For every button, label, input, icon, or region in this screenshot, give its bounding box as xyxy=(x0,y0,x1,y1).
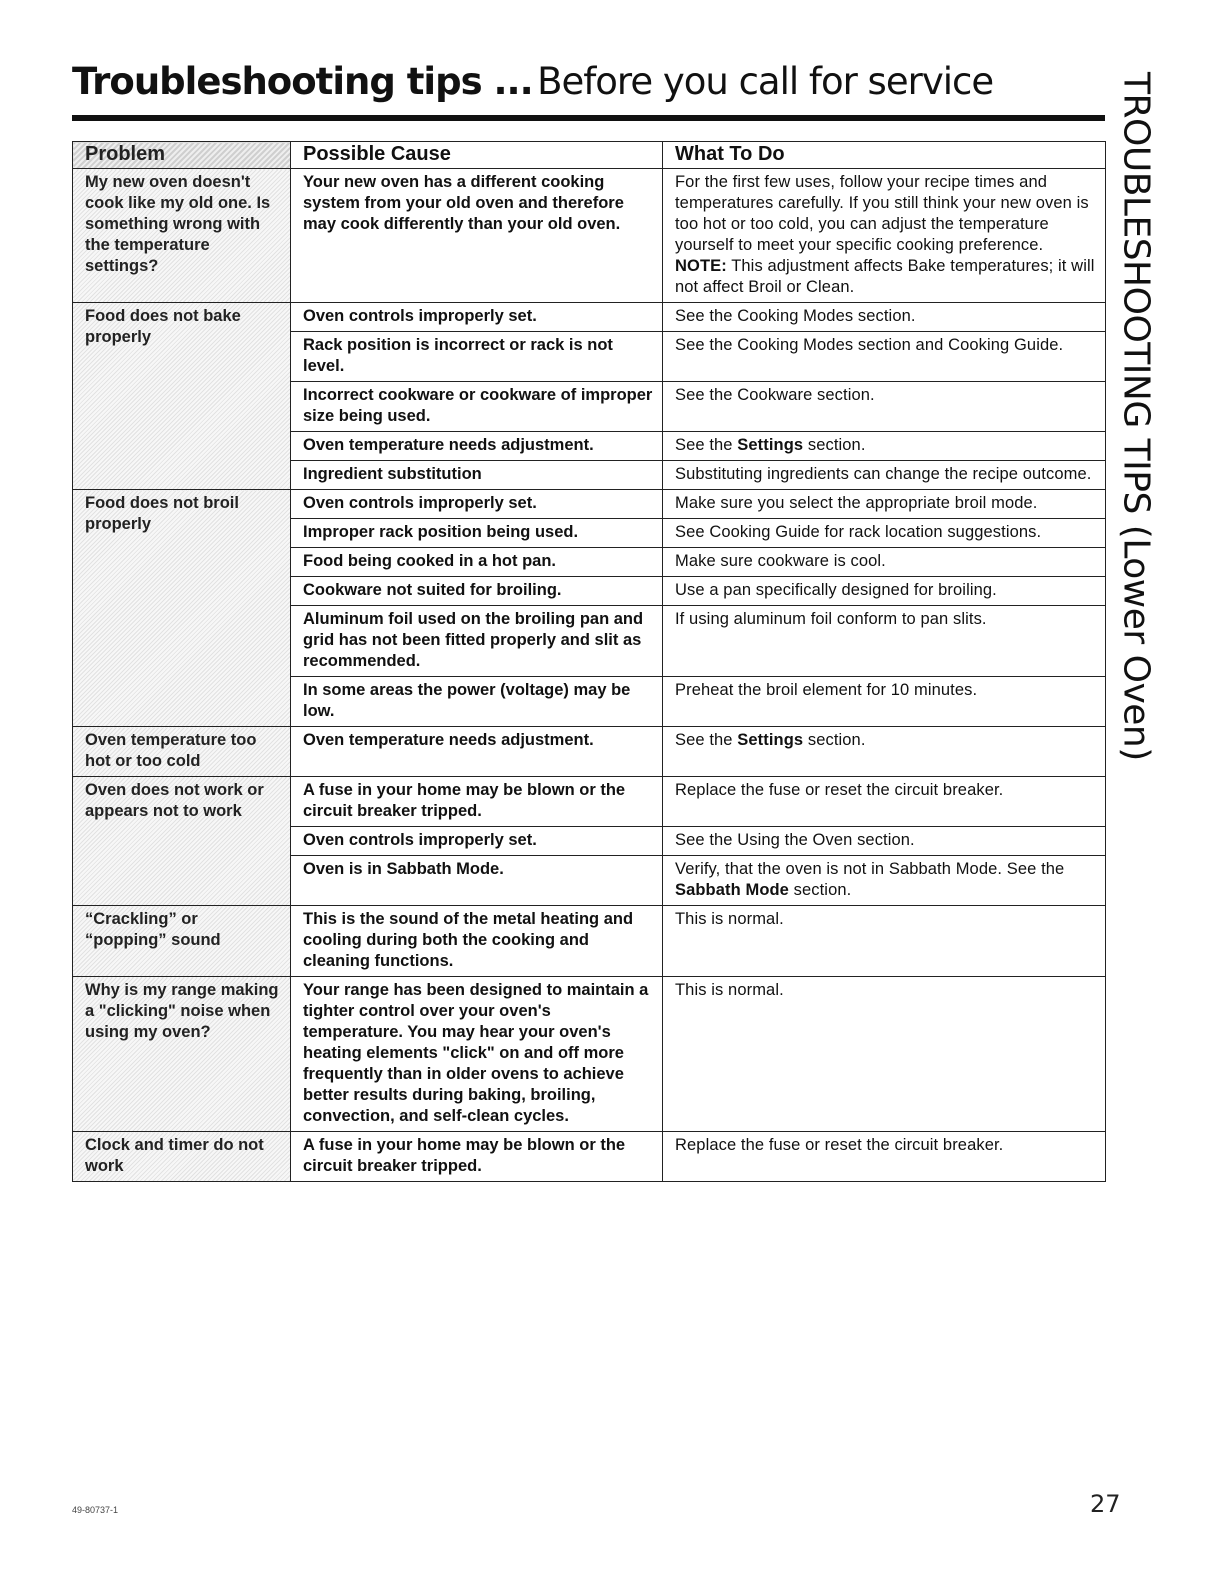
side-tab-label: TROUBLESHOOTING TIPS (Lower Oven) xyxy=(1115,72,1157,761)
instruction-text: See the xyxy=(675,436,738,454)
table-row xyxy=(73,977,1106,1132)
what-to-do-cell xyxy=(663,577,1106,606)
instruction-text: For the first few uses, follow your recipe times and temperatures carefully. If you still think your new oven is too hot or too cold, you can adjust the temperature yourself to meet your specific cooking preference. xyxy=(675,173,1089,254)
table-header-row xyxy=(73,142,1106,169)
what-to-do-cell xyxy=(663,548,1106,577)
cause-cell: A fuse in your home may be blown or the circuit breaker tripped. xyxy=(291,1132,663,1182)
instruction-text: Preheat the broil element for 10 minutes. xyxy=(675,681,978,699)
what-to-do-cell xyxy=(663,490,1106,519)
instruction-text: This is normal. xyxy=(675,910,784,928)
what-to-do-cell xyxy=(663,432,1106,461)
title-bold-part: Troubleshooting tips ... xyxy=(72,60,533,103)
problem-cell: “Crackling” or “popping” sound xyxy=(73,906,291,977)
page-title xyxy=(72,60,993,120)
troubleshooting-table xyxy=(72,141,1106,1182)
instruction-text: Substituting ingredients can change the recipe outcome. xyxy=(675,465,1092,483)
emphasis-text: Settings xyxy=(737,731,804,749)
what-to-do-cell xyxy=(663,606,1106,677)
table-body xyxy=(73,169,1106,1182)
instruction-text: Replace the fuse or reset the circuit breaker. xyxy=(675,781,1004,799)
what-to-do-cell xyxy=(663,727,1106,777)
document-number: 49-80737-1 xyxy=(72,1505,119,1515)
what-to-do-cell xyxy=(663,461,1106,490)
cause-cell: Your range has been designed to maintain a tighter control over your oven's temperature. You may hear your oven's heating elements "click" on and off more frequently than in older ovens to achieve better results during baking, broiling, convection, and self-clean cycles. xyxy=(291,977,663,1132)
header-possible-cause: Possible Cause xyxy=(291,142,663,169)
instruction-text: section. xyxy=(803,436,866,454)
problem-cell: Clock and timer do not work xyxy=(73,1132,291,1182)
what-to-do-cell xyxy=(663,332,1106,382)
cause-cell: A fuse in your home may be blown or the circuit breaker tripped. xyxy=(291,777,663,827)
emphasis-text: Settings xyxy=(737,436,804,454)
cause-cell: Oven temperature needs adjustment. xyxy=(291,727,663,777)
cause-cell: Oven controls improperly set. xyxy=(291,303,663,332)
problem-cell: Oven does not work or appears not to work xyxy=(73,777,291,906)
problem-cell: Oven temperature too hot or too cold xyxy=(73,727,291,777)
problem-cell: Food does not broil properly xyxy=(73,490,291,727)
instruction-text: Use a pan specifically designed for broiling. xyxy=(675,581,997,599)
table-row xyxy=(73,777,1106,827)
instruction-text: See the xyxy=(675,731,738,749)
cause-cell: Incorrect cookware or cookware of improper size being used. xyxy=(291,382,663,432)
cause-cell: Ingredient substitution xyxy=(291,461,663,490)
what-to-do-cell xyxy=(663,906,1106,977)
cause-cell: Rack position is incorrect or rack is not level. xyxy=(291,332,663,382)
header-problem: Problem xyxy=(73,142,291,169)
instruction-text: This is normal. xyxy=(675,981,784,999)
cause-cell: Aluminum foil used on the broiling pan and grid has not been fitted properly and slit as recommended. xyxy=(291,606,663,677)
cause-cell: Your new oven has a different cooking system from your old oven and therefore may cook differently than your old oven. xyxy=(291,169,663,303)
instruction-text: See the Cookware section. xyxy=(675,386,875,404)
instruction-text: If using aluminum foil conform to pan slits. xyxy=(675,610,987,628)
emphasis-text: NOTE: xyxy=(675,257,727,275)
cause-cell: Oven controls improperly set. xyxy=(291,827,663,856)
cause-cell: Oven controls improperly set. xyxy=(291,490,663,519)
instruction-text: See the Cooking Modes section and Cooking Guide. xyxy=(675,336,1064,354)
cause-cell: Food being cooked in a hot pan. xyxy=(291,548,663,577)
table-row xyxy=(73,169,1106,303)
cause-cell: Oven temperature needs adjustment. xyxy=(291,432,663,461)
instruction-text: Make sure you select the appropriate broil mode. xyxy=(675,494,1038,512)
what-to-do-cell xyxy=(663,856,1106,906)
header-what-to-do: What To Do xyxy=(663,142,1106,169)
table-row xyxy=(73,1132,1106,1182)
problem-cell: Food does not bake properly xyxy=(73,303,291,490)
what-to-do-cell xyxy=(663,382,1106,432)
emphasis-text: Sabbath Mode xyxy=(675,881,789,899)
cause-cell: Improper rack position being used. xyxy=(291,519,663,548)
cause-cell: In some areas the power (voltage) may be low. xyxy=(291,677,663,727)
instruction-text: Make sure cookware is cool. xyxy=(675,552,886,570)
instruction-text: section. xyxy=(803,731,866,749)
instruction-text: Replace the fuse or reset the circuit breaker. xyxy=(675,1136,1004,1154)
instruction-text: section. xyxy=(788,881,852,899)
title-light-part: Before you call for service xyxy=(537,60,994,103)
what-to-do-cell xyxy=(663,777,1106,827)
instruction-text: See the Using the Oven section. xyxy=(675,831,915,849)
cause-cell: Cookware not suited for broiling. xyxy=(291,577,663,606)
page-number: 27 xyxy=(1090,1490,1121,1518)
instruction-text: See the Cooking Modes section. xyxy=(675,307,916,325)
table-row xyxy=(73,906,1106,977)
side-tab xyxy=(1112,72,1160,761)
table-row xyxy=(73,727,1106,777)
title-rule xyxy=(72,115,1105,121)
what-to-do-cell xyxy=(663,169,1106,303)
table-row xyxy=(73,490,1106,519)
what-to-do-cell xyxy=(663,977,1106,1132)
what-to-do-cell xyxy=(663,303,1106,332)
problem-cell: My new oven doesn't cook like my old one. Is something wrong with the temperature settings? xyxy=(73,169,291,303)
instruction-text: See Cooking Guide for rack location suggestions. xyxy=(675,523,1042,541)
instruction-text: Verify, that the oven is not in Sabbath Mode. See the xyxy=(675,860,1065,878)
what-to-do-cell xyxy=(663,677,1106,727)
cause-cell: Oven is in Sabbath Mode. xyxy=(291,856,663,906)
problem-cell: Why is my range making a "clicking" noise when using my oven? xyxy=(73,977,291,1132)
instruction-text: This adjustment affects Bake temperatures; it will not affect Broil or Clean. xyxy=(675,257,1095,296)
table-row xyxy=(73,303,1106,332)
cause-cell: This is the sound of the metal heating and cooling during both the cooking and cleaning functions. xyxy=(291,906,663,977)
what-to-do-cell xyxy=(663,827,1106,856)
what-to-do-cell xyxy=(663,519,1106,548)
what-to-do-cell xyxy=(663,1132,1106,1182)
